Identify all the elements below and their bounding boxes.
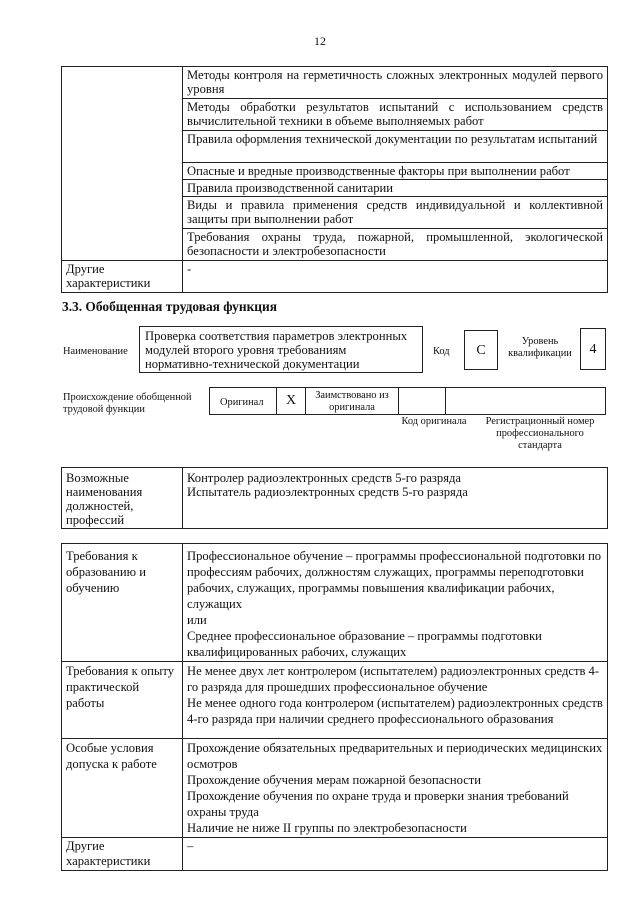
gtf-code-value: C	[476, 343, 486, 358]
other-characteristics-label: Другие характеристики	[62, 838, 183, 871]
special-conditions-label: Особые условия допуска к работе	[62, 739, 183, 838]
code-label: Код	[433, 346, 450, 357]
other-characteristics-value: –	[183, 838, 608, 871]
knowledge-item: Методы обработки результатов испытаний с использованием средств вычислительной техники в объеме выполняемых работ	[183, 99, 608, 131]
gtf-name-box	[139, 326, 423, 373]
empty-label-cell	[62, 67, 183, 261]
education-label: Требования к образованию и обучению	[62, 544, 183, 662]
original-code-cell	[398, 388, 446, 414]
gtf-level-box	[580, 328, 606, 370]
knowledge-item: Методы контроля на герметичность сложных электронных модулей первого уровня	[183, 67, 608, 99]
list-item: Среднее профессиональное образование – программы подготовки квалифицированных рабочих, служащих	[187, 629, 542, 659]
gtf-code-box	[464, 330, 498, 370]
knowledge-item: Правила оформления технической документации по результатам испытаний	[183, 131, 608, 163]
education-values	[183, 544, 608, 662]
knowledge-item: Опасные и вредные производственные факторы при выполнении работ	[183, 163, 608, 180]
positions-table	[61, 467, 608, 529]
name-label: Наименование	[63, 346, 128, 357]
original-label: Оригинал	[220, 397, 264, 408]
experience-label: Требования к опыту практической работы	[62, 662, 183, 739]
list-item: Не менее двух лет контролером (испытателем) радиоэлектронных средств 4-го разряда для прошедших профессиональное обучение	[187, 664, 600, 694]
table-row	[62, 544, 608, 662]
list-item: Прохождение обучения по охране труда и проверки знания требований охраны труда	[187, 789, 569, 819]
list-item: Не менее одного года контролером (испытателем) радиоэлектронных средств 4-го разряда при наличии среднего профессионального образования	[187, 696, 603, 726]
reg-number-caption: Регистрационный номер профессионального стандарта	[485, 416, 595, 451]
knowledge-item: Требования охраны труда, пожарной, промышленной, экологической безопасности и электробезопасности	[183, 229, 608, 261]
table-row	[62, 838, 608, 871]
section-heading: 3.3. Обобщенная трудовая функция	[62, 299, 277, 314]
experience-values	[183, 662, 608, 739]
gtf-level-value: 4	[589, 342, 597, 357]
knowledge-item: Виды и правила применения средств индивидуальной и коллективной защиты при выполнении работ	[183, 197, 608, 229]
other-characteristics-label: Другие характеристики	[62, 261, 183, 293]
list-item: Профессиональное обучение – программы профессиональной подготовки по профессиям рабочих, должностям служащих, программы переподготовки рабочих, служащих, программы повышения квалификации рабочих, служащих	[187, 549, 602, 611]
positions-values	[183, 468, 608, 529]
original-mark: X	[276, 388, 306, 414]
list-item: Наличие не ниже II группы по электробезопасности	[187, 821, 467, 835]
knowledge-item: Правила производственной санитарии	[183, 180, 608, 197]
table-row	[62, 739, 608, 838]
borrowed-label: Заимствовано из оригинала	[315, 390, 389, 413]
positions-label: Возможные наименования должностей, профессий	[62, 468, 183, 529]
gtf-name-value: Проверка соответствия параметров электронных модулей второго уровня требованиям нормативно-технической документации	[145, 329, 408, 371]
special-conditions-values	[183, 739, 608, 838]
list-item: Прохождение обучения мерам пожарной безопасности	[187, 773, 482, 787]
table-row	[62, 662, 608, 739]
code-original-caption: Код оригинала	[401, 416, 467, 427]
table-row	[62, 67, 608, 99]
page-number: 12	[314, 34, 326, 48]
table-row	[62, 468, 608, 529]
list-item: Испытатель радиоэлектронных средств 5-го разряда	[187, 485, 468, 499]
other-characteristics-value: -	[183, 261, 608, 293]
list-item: или	[187, 613, 207, 627]
table-row	[62, 261, 608, 293]
requirements-table	[61, 543, 608, 871]
knowledge-table	[61, 66, 608, 293]
level-label: Уровень квалификации	[508, 336, 572, 359]
origin-label: Происхождение обобщенной трудовой функции	[63, 392, 192, 415]
list-item: Контролер радиоэлектронных средств 5-го разряда	[187, 471, 461, 485]
list-item: Прохождение обязательных предварительных и периодических медицинских осмотров	[187, 741, 603, 771]
